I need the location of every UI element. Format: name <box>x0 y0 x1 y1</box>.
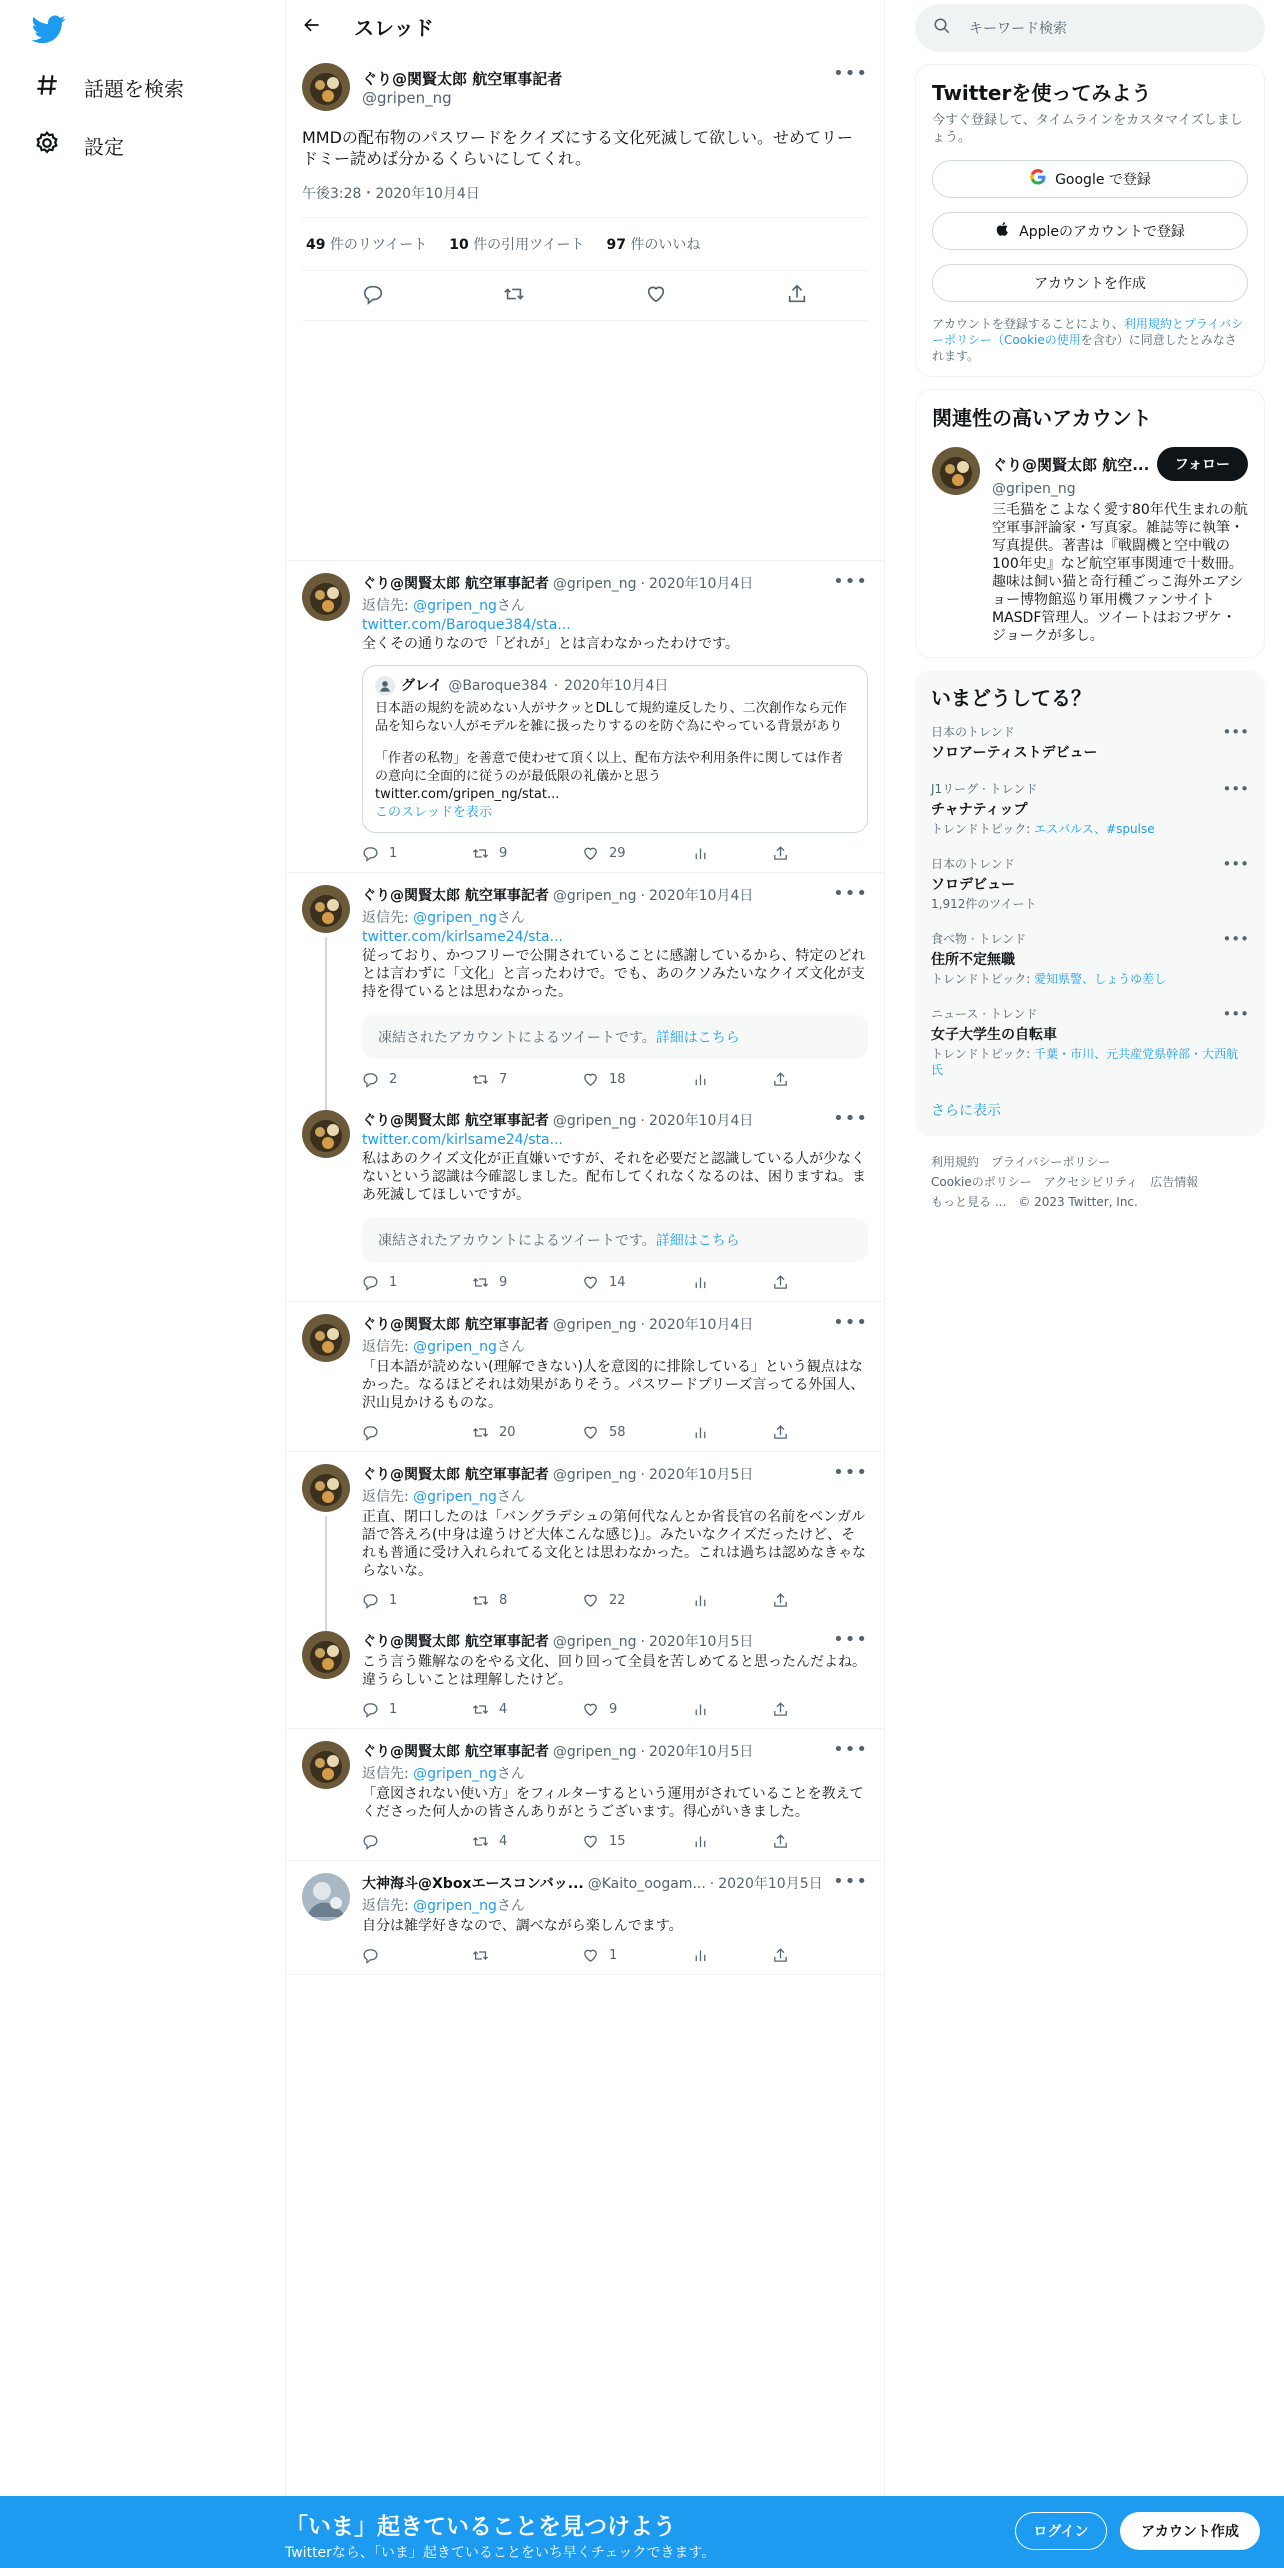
action-bar <box>362 1947 802 1964</box>
like-button[interactable]: 58 <box>582 1424 692 1441</box>
author-name[interactable]: ぐり@関賢太郎 航空軍事記者 <box>362 1634 549 1650</box>
tweet-date[interactable]: 2020年10月4日 <box>649 576 754 592</box>
author-name[interactable]: ぐり@関賢太郎 航空軍事記者 <box>362 1744 549 1760</box>
analytics-icon[interactable] <box>692 1947 772 1964</box>
empty-area <box>286 321 884 561</box>
reply-tweet[interactable]: ••• ぐり@関賢太郎 航空軍事記者 @gripen_ng · 2020年10月4日 返信先: @gripen_ngさん twitter.com/kirlsame24/sta... 従っており、かつフリーで公開されていることに感謝しているから、特定のどれとは言わずに「文化」と言ったわけで。でも、あのクソみたいなクイズ文化が支持を得ているとは思わなかった。 凍結されたアカウントによるツイートです。詳細はこちら 2 7 18 <box>286 873 884 1098</box>
search-placeholder: キーワード検索 <box>969 21 1067 37</box>
heart-icon[interactable] <box>645 283 667 309</box>
mention-link[interactable]: @gripen_ng <box>413 1766 497 1782</box>
nav-settings[interactable] <box>34 130 124 161</box>
nav-settings-label: 設定 <box>84 135 124 159</box>
terms-text: アカウントを登録することにより、利用規約とプライバシーポリシー（Cookieの使用を含む）に同意したとみなされます。 <box>932 317 1244 363</box>
quotes-stat[interactable]: 10 件の引用ツイート <box>449 237 585 253</box>
footer-accessibility-link[interactable]: アクセシビリティ <box>1043 1175 1139 1189</box>
show-more-link[interactable]: さらに表示 <box>931 1103 1001 1119</box>
share-icon[interactable] <box>772 1274 789 1291</box>
footer <box>915 1152 1265 1212</box>
share-icon[interactable] <box>772 1701 789 1718</box>
more-icon[interactable]: ••• <box>833 1739 868 1760</box>
avatar[interactable] <box>302 63 350 111</box>
share-icon[interactable] <box>772 1947 789 1964</box>
author-name[interactable]: ぐり@関賢太郎 航空軍事記者 <box>362 576 549 592</box>
trend-item[interactable]: ニュース · トレンド 女子大学生の自転車 トレンドトピック: 千葉・市川、元共産党県幹部・大西航氏 ••• <box>931 1005 1249 1077</box>
hashtag-icon <box>34 72 60 103</box>
action-bar <box>302 271 868 321</box>
account-bio: 三毛猫をこよなく愛す80年代生まれの航空軍事評論家・写真家。雑誌等に執筆・写真提供。著書は『戦闘機と空中戦の100年史』など航空軍事関連で十数冊。趣味は飼い猫と奇行種ごっこ海外エアショー博物館巡り軍用機ファンサイトMASDF管理人。ツイートはおフザケ・ジョークが多し。 <box>992 502 1248 644</box>
like-button[interactable]: 9 <box>582 1701 692 1718</box>
trend-item[interactable]: 日本のトレンド ソロデビュー 1,912件のツイート ••• <box>931 855 1249 911</box>
mention-link[interactable]: @gripen_ng <box>413 1339 497 1355</box>
analytics-icon[interactable] <box>692 1833 772 1850</box>
tweet-date[interactable]: 2020年10月4日 <box>649 1113 754 1129</box>
mention-link[interactable]: @gripen_ng <box>413 1489 497 1505</box>
avatar[interactable] <box>932 447 980 495</box>
more-icon[interactable]: ••• <box>833 1462 868 1483</box>
retweet-button[interactable]: 9 <box>472 1274 582 1291</box>
footer-cookie-link[interactable]: Cookieのポリシー <box>931 1175 1032 1189</box>
action-bar <box>362 1274 802 1291</box>
tweet-stats <box>302 217 868 271</box>
like-button[interactable]: 18 <box>582 1071 692 1088</box>
like-button[interactable]: 22 <box>582 1592 692 1609</box>
author-handle[interactable]: @gripen_ng <box>552 1317 637 1333</box>
action-bar <box>362 1833 802 1850</box>
trends-card <box>915 670 1265 1136</box>
more-icon[interactable]: ••• <box>833 571 868 592</box>
tweet-text: MMDの配布物のパスワードをクイズにする文化死滅して欲しい。せめてリードミー読めば分かるくらいにしてくれ。 <box>302 128 853 168</box>
more-icon[interactable]: ••• <box>833 63 868 84</box>
left-nav <box>0 0 285 2568</box>
tweet-text: 従っており、かつフリーで公開されていることに感謝しているから、特定のどれとは言わずに「文化」と言ったわけで。でも、あのクソみたいなクイズ文化が支持を得ているとは思わなかった。 <box>362 948 866 1000</box>
author-name[interactable]: ぐり@関賢太郎 航空軍事記者 <box>362 69 563 88</box>
reply-to: 返信先: @gripen_ngさん <box>362 1489 525 1505</box>
mention-link[interactable]: @gripen_ng <box>413 598 497 614</box>
author-handle[interactable]: @gripen_ng <box>552 576 637 592</box>
show-thread-link[interactable]: このスレッドを表示 <box>375 805 492 820</box>
bottom-bar-title: 「いま」起きていることを見つけよう <box>285 2514 676 2540</box>
more-icon[interactable]: ••• <box>833 1108 868 1129</box>
avatar[interactable] <box>302 1110 350 1158</box>
reply-button[interactable]: 2 <box>362 1071 472 1088</box>
action-bar <box>362 1071 802 1088</box>
trend-item[interactable]: 日本のトレンド ソロアーティストデビュー ••• <box>931 723 1249 761</box>
twitter-logo-icon[interactable] <box>32 12 66 46</box>
thread-line <box>325 937 327 1117</box>
related-accounts-card <box>915 389 1265 658</box>
quote-date: 2020年10月4日 <box>564 678 669 694</box>
trend-item[interactable]: J1リーグ · トレンド チャナティップ トレンドトピック: エスパルス、#spulse ••• <box>931 780 1249 836</box>
author-handle[interactable]: @gripen_ng <box>552 888 637 904</box>
retweet-button[interactable]: 4 <box>472 1701 582 1718</box>
reply-button[interactable] <box>362 1947 472 1964</box>
reply-tweet[interactable]: ••• ぐり@関賢太郎 航空軍事記者 @gripen_ng · 2020年10月4日 返信先: @gripen_ngさん twitter.com/Baroque384/sta... 全くその通りなので「どれが」とは言わなかったわけです。 グレイ @Baroque384 · 2020年10月4日 日本語の規約を読めない人がサクッとDLして規約違反したり、二次創作なら元作品を知らない人がモデルを雑に扱ったりするのを防ぐ為にやっている背景があり 「作者の私物」を善意で使わせて頂く以上、配布方法や利用条件に関しては作者の意向に全面的に従うのが最低限の礼儀かと思う twitter.com/gripen_ng/stat... このスレッドを表示 1 9 29 <box>286 561 884 873</box>
back-arrow-icon[interactable] <box>302 15 322 39</box>
search-icon <box>933 17 951 39</box>
tweet-text: こう言う難解なのをやる文化、回り回って全員を苦しめてると思ったんだよね。違うらしいことは理解したけど。 <box>362 1654 866 1688</box>
avatar[interactable] <box>302 573 350 621</box>
avatar[interactable] <box>302 1631 350 1679</box>
reply-button[interactable]: 1 <box>362 845 472 862</box>
tweet-link[interactable]: twitter.com/kirlsame24/sta... <box>362 1132 563 1148</box>
follow-button[interactable]: フォロー <box>1157 447 1248 481</box>
nav-explore[interactable] <box>34 72 184 103</box>
share-icon[interactable] <box>772 1424 789 1441</box>
google-icon <box>1029 168 1047 190</box>
more-icon[interactable]: ••• <box>1222 855 1249 873</box>
apple-signup-button[interactable]: Appleのアカウントで登録 <box>932 212 1248 250</box>
likes-stat[interactable]: 97 件のいいね <box>606 237 701 253</box>
reply-icon[interactable] <box>362 283 384 309</box>
copyright: © 2023 Twitter, Inc. <box>1018 1195 1138 1209</box>
trend-item[interactable]: 食べ物 · トレンド 住所不定無職 トレンドトピック: 愛知県警、しょうゆ差し ••• <box>931 930 1249 986</box>
tweet-link[interactable]: twitter.com/kirlsame24/sta... <box>362 929 563 945</box>
tweet-date[interactable]: 2020年10月5日 <box>718 1876 823 1892</box>
footer-privacy-link[interactable]: プライバシーポリシー <box>991 1155 1111 1169</box>
related-account[interactable] <box>932 447 1248 645</box>
analytics-icon[interactable] <box>692 1071 772 1088</box>
share-icon[interactable] <box>772 1592 789 1609</box>
more-icon[interactable]: ••• <box>1222 780 1249 798</box>
author-handle[interactable]: @gripen_ng <box>362 88 452 107</box>
tweet-date[interactable]: 2020年10月5日 <box>649 1467 754 1483</box>
more-icon[interactable]: ••• <box>1222 1005 1249 1023</box>
author-handle[interactable]: @Kaito_oogam... <box>587 1876 706 1892</box>
reply-tweet[interactable]: ••• ぐり@関賢太郎 航空軍事記者 @gripen_ng · 2020年10月4日 twitter.com/kirlsame24/sta... 私はあのクイズ文化が正直嫌いですが、それを必要だと認識している人が少なくないという認識は今確認しました。配布してくれなくなるのは、困りますね。まあ死滅してほしいですが。 凍結されたアカウントによるツイートです。詳細はこちら 1 9 14 <box>286 1098 884 1302</box>
like-button[interactable]: 29 <box>582 845 692 862</box>
quote-text: 日本語の規約を読めない人がサクッとDLして規約違反したり、二次創作なら元作品を知らない人がモデルを雑に扱ったりするのを防ぐ為にやっている背景があり <box>375 701 847 734</box>
reply-to: 返信先: @gripen_ngさん <box>362 1898 525 1914</box>
author-handle[interactable]: @gripen_ng <box>552 1467 637 1483</box>
right-sidebar <box>915 0 1265 1212</box>
quote-link: twitter.com/gripen_ng/stat... <box>375 787 560 802</box>
tweet-text: 「日本語が読めない(理解できない)人を意図的に排除している」という観点はなかった。なるほどそれは効果がありそう。パスワードプリーズ言ってる外国人、沢山見かけるものな。 <box>362 1359 865 1411</box>
author-handle[interactable]: @gripen_ng <box>552 1634 637 1650</box>
tweet-date[interactable]: 2020年10月5日 <box>649 1634 754 1650</box>
share-icon[interactable] <box>772 845 789 862</box>
avatar[interactable] <box>302 1314 350 1362</box>
author-name[interactable]: ぐり@関賢太郎 航空軍事記者 <box>362 1467 549 1483</box>
avatar[interactable] <box>302 885 350 933</box>
reply-tweet[interactable]: ••• ぐり@関賢太郎 航空軍事記者 @gripen_ng · 2020年10月4日 返信先: @gripen_ngさん 「日本語が読めない(理解できない)人を意図的に排除している」という観点はなかった。なるほどそれは効果がありそう。パスワードプリーズ言ってる外国人、沢山見かけるものな。 20 58 <box>286 1302 884 1452</box>
share-icon[interactable] <box>772 1833 789 1850</box>
page-title: スレッド <box>354 16 434 40</box>
mention-link[interactable]: @gripen_ng <box>413 1898 497 1914</box>
author-name[interactable]: ぐり@関賢太郎 航空軍事記者 <box>362 1113 549 1129</box>
analytics-icon[interactable] <box>692 1274 772 1291</box>
login-button[interactable]: ログイン <box>1015 2512 1107 2550</box>
retweets-stat[interactable]: 49 件のリツイート <box>306 237 428 253</box>
action-bar <box>362 1701 802 1718</box>
retweet-button[interactable]: 20 <box>472 1424 582 1441</box>
reply-tweet[interactable]: ••• ぐり@関賢太郎 航空軍事記者 @gripen_ng · 2020年10月5日 こう言う難解なのをやる文化、回り回って全員を苦しめてると思ったんだよね。違うらしいことは理解したけど。 1 4 9 <box>286 1619 884 1729</box>
details-link[interactable]: 詳細はこちら <box>655 1233 740 1249</box>
quote-author-handle: @Baroque384 <box>448 678 548 694</box>
related-title: 関連性の高いアカウント <box>932 406 1152 430</box>
quote-text: 「作者の私物」を善意で使わせて頂く以上、配布方法や利用条件に関しては作者の意向に全面的に従うのが最低限の礼儀かと思う <box>375 751 844 784</box>
avatar[interactable] <box>302 1464 350 1512</box>
author-handle[interactable]: @gripen_ng <box>552 1113 637 1129</box>
reply-button[interactable] <box>362 1833 472 1850</box>
tweet-date[interactable]: 2020年10月5日 <box>649 1744 754 1760</box>
like-button[interactable]: 1 <box>582 1947 692 1964</box>
reply-to: 返信先: @gripen_ngさん <box>362 598 525 614</box>
frozen-account-notice: 凍結されたアカウントによるツイートです。詳細はこちら <box>362 1015 868 1059</box>
details-link[interactable]: 詳細はこちら <box>655 1030 740 1046</box>
analytics-icon[interactable] <box>692 1592 772 1609</box>
retweet-button[interactable]: 8 <box>472 1592 582 1609</box>
more-icon[interactable]: ••• <box>1222 723 1249 741</box>
author-name[interactable]: ぐり@関賢太郎 航空軍事記者 <box>362 888 549 904</box>
avatar <box>375 676 395 696</box>
retweet-icon[interactable] <box>503 283 525 309</box>
reply-to: 返信先: @gripen_ngさん <box>362 1339 525 1355</box>
quote-author-name: グレイ <box>401 678 443 694</box>
signup-button[interactable]: アカウント作成 <box>1120 2512 1260 2550</box>
reply-button[interactable]: 1 <box>362 1274 472 1291</box>
author-name[interactable]: 大神海斗@Xboxエースコンバッ... <box>362 1876 584 1892</box>
action-bar <box>362 845 802 862</box>
reply-button[interactable]: 1 <box>362 1592 472 1609</box>
retweet-button[interactable] <box>472 1947 582 1964</box>
account-handle[interactable]: @gripen_ng <box>992 481 1076 497</box>
author-name[interactable]: ぐり@関賢太郎 航空軍事記者 <box>362 1317 549 1333</box>
tweet-text: 自分は雑学好きなので、調べながら楽しんでます。 <box>362 1918 683 1934</box>
quote-tweet[interactable]: グレイ @Baroque384 · 2020年10月4日 日本語の規約を読めない人がサクッとDLして規約違反したり、二次創作なら元作品を知らない人がモデルを雑に扱ったりするのを防ぐ為にやっている背景があり 「作者の私物」を善意で使わせて頂く以上、配布方法や利用条件に関しては作者の意向に全面的に従うのが最低限の礼儀かと思う twitter.com/gripen_ng/stat... このスレッドを表示 <box>362 665 868 833</box>
mention-link[interactable]: @gripen_ng <box>413 910 497 926</box>
tweet-date[interactable]: 2020年10月4日 <box>649 888 754 904</box>
reply-tweet[interactable]: ••• ぐり@関賢太郎 航空軍事記者 @gripen_ng · 2020年10月5日 返信先: @gripen_ngさん 「意図されない使い方」をフィルターするという運用がされていることを教えてくださった何人かの皆さんありがとうございます。得心がいきました。 4 15 <box>286 1729 884 1861</box>
footer-ads-link[interactable]: 広告情報 <box>1150 1175 1199 1189</box>
main-column <box>285 0 885 2568</box>
action-bar <box>362 1592 802 1609</box>
footer-more-link[interactable]: もっと見る ... <box>931 1195 1007 1209</box>
more-icon[interactable]: ••• <box>1222 930 1249 948</box>
reply-tweet[interactable]: ••• 大神海斗@Xboxエースコンバッ... @Kaito_oogam... · 2020年10月5日 返信先: @gripen_ngさん 自分は雑学好きなので、調べながら楽しんでます。 1 <box>286 1861 884 1975</box>
reply-to: 返信先: @gripen_ngさん <box>362 910 525 926</box>
tweet-text: 全くその通りなので「どれが」とは言わなかったわけです。 <box>362 636 739 652</box>
analytics-icon[interactable] <box>692 845 772 862</box>
tweet-link[interactable]: twitter.com/Baroque384/sta... <box>362 617 571 633</box>
reply-to: 返信先: @gripen_ngさん <box>362 1766 525 1782</box>
reply-tweet[interactable]: ••• ぐり@関賢太郎 航空軍事記者 @gripen_ng · 2020年10月5日 返信先: @gripen_ngさん 正直、閉口したのは「バングラデシュの第何代なんとか省長官の名前をベンガル語で答えろ(中身は違うけど大体こんな感じ)」。みたいなクイズだったけど、それも普通に受け入れられてる文化とは思わなかった。これは過ちは認めなきゃならないな。 1 8 22 <box>286 1452 884 1619</box>
action-bar <box>362 1424 802 1441</box>
nav-explore-label: 話題を検索 <box>84 77 184 101</box>
signup-card <box>915 64 1265 377</box>
avatar[interactable] <box>302 1741 350 1789</box>
retweet-button[interactable]: 9 <box>472 845 582 862</box>
avatar[interactable] <box>302 1873 350 1921</box>
apple-icon <box>995 221 1011 241</box>
create-account-button[interactable]: アカウントを作成 <box>932 264 1248 302</box>
thread-header <box>286 0 884 53</box>
bottom-signup-bar <box>0 2496 1284 2568</box>
signup-title: Twitterを使ってみよう <box>932 81 1152 105</box>
bottom-bar-subtitle: Twitterなら、「いま」起きていることをいち早くチェックできます。 <box>285 2545 716 2561</box>
signup-subtitle: 今すぐ登録して、タイムラインをカスタマイズしましょう。 <box>932 113 1243 145</box>
retweet-button[interactable]: 4 <box>472 1833 582 1850</box>
tweet-text: 「意図されない使い方」をフィルターするという運用がされていることを教えてくださった何人かの皆さんありがとうございます。得心がいきました。 <box>362 1786 864 1820</box>
search-input[interactable] <box>915 4 1265 52</box>
more-icon[interactable]: ••• <box>833 1629 868 1650</box>
tweet-date[interactable]: 2020年10月4日 <box>649 1317 754 1333</box>
trends-title: いまどうしてる？ <box>931 686 1091 710</box>
more-icon[interactable]: ••• <box>833 1312 868 1333</box>
analytics-icon[interactable] <box>692 1424 772 1441</box>
google-signup-button[interactable]: Google で登録 <box>932 160 1248 198</box>
footer-terms-link[interactable]: 利用規約 <box>931 1155 980 1169</box>
like-button[interactable]: 15 <box>582 1833 692 1850</box>
frozen-account-notice: 凍結されたアカウントによるツイートです。詳細はこちら <box>362 1218 868 1262</box>
focal-tweet <box>286 53 884 321</box>
share-icon[interactable] <box>772 1071 789 1088</box>
more-icon[interactable]: ••• <box>833 883 868 904</box>
tweet-timestamp[interactable]: 午後3:28・2020年10月4日 <box>302 186 480 202</box>
account-name[interactable]: ぐり@関賢太郎 航空... <box>992 455 1150 474</box>
more-icon[interactable]: ••• <box>833 1871 868 1892</box>
gear-icon <box>34 130 60 161</box>
reply-button[interactable] <box>362 1424 472 1441</box>
author-handle[interactable]: @gripen_ng <box>552 1744 637 1760</box>
like-button[interactable]: 14 <box>582 1274 692 1291</box>
share-icon[interactable] <box>786 283 808 309</box>
tweet-text: 正直、閉口したのは「バングラデシュの第何代なんとか省長官の名前をベンガル語で答えろ(中身は違うけど大体こんな感じ)」。みたいなクイズだったけど、それも普通に受け入れられてる文化とは思わなかった。これは過ちは認めなきゃならないな。 <box>362 1509 866 1579</box>
reply-button[interactable]: 1 <box>362 1701 472 1718</box>
analytics-icon[interactable] <box>692 1701 772 1718</box>
terms-link[interactable]: 利用規約とプライバシーポリシー（Cookieの使用 <box>932 317 1244 347</box>
tweet-text: 私はあのクイズ文化が正直嫌いですが、それを必要だと認識している人が少なくないという認識は今確認しました。配布してくれなくなるのは、困りますね。まあ死滅してほしいですが。 <box>362 1151 866 1203</box>
retweet-button[interactable]: 7 <box>472 1071 582 1088</box>
